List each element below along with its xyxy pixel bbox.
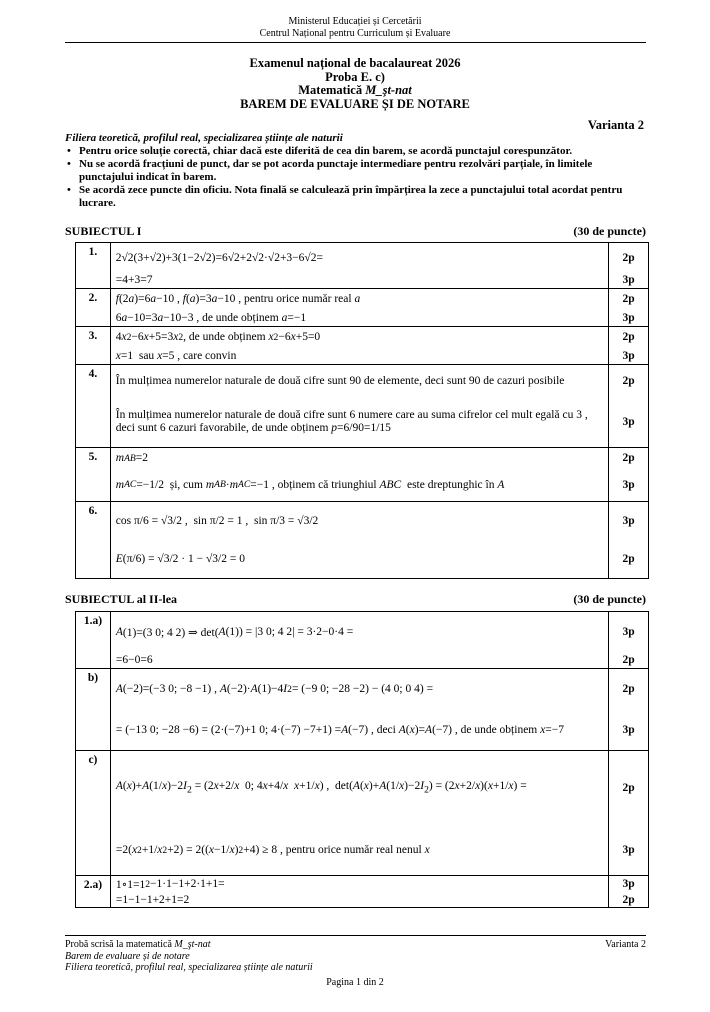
points-value: 2p bbox=[622, 782, 635, 794]
filiera-line: Filiera teoretică, profilul real, specializarea științe ale naturii bbox=[65, 132, 343, 144]
points-value: 3p bbox=[622, 311, 635, 324]
item-number: 6. bbox=[76, 502, 111, 579]
points-value: 2p bbox=[622, 683, 635, 695]
points-value: 2p bbox=[622, 251, 635, 264]
footer-line-1: Probă scrisă la matematică M_şt-nat bbox=[65, 939, 211, 950]
center-name: Centrul Național pentru Curriculum și Evaluare bbox=[259, 28, 451, 39]
points-value: 3p bbox=[622, 416, 635, 428]
table-row bbox=[76, 327, 649, 365]
table-row bbox=[76, 876, 649, 908]
table-row bbox=[76, 448, 649, 502]
section-2-title: SUBIECTUL al II-lea bbox=[65, 592, 178, 606]
points-value: 3p bbox=[622, 723, 635, 736]
points-value: 3p bbox=[622, 515, 635, 527]
solution-line: În mulțimea numerelor naturale de două cifre sunt 6 numere care au suma cifrelor cel mult egală cu 3 , deci sunt 6 cazuri favorabile, de unde obținem p=6/90=1/15 bbox=[115, 409, 588, 434]
table-row bbox=[76, 502, 649, 579]
solution-line: 6 a −10=3 a −10−3 , de unde obținem a =−1 bbox=[115, 311, 307, 324]
exam-title: Examenul național de bacalaureat 2026 bbox=[249, 56, 461, 70]
solution-line: =1−1−1+2+1=2 bbox=[115, 893, 190, 906]
solution-line: =4+3=7 bbox=[115, 274, 153, 286]
proba-title: Proba E. c) bbox=[325, 69, 385, 84]
solution-line: =6−0=6 bbox=[115, 654, 153, 666]
item-number: 1. bbox=[76, 243, 111, 289]
instruction-bullet-1: • Pentru orice soluție corectă, chiar dacă este diferită de cea din barem, se acordă punctajul corespunzător. bbox=[65, 145, 646, 158]
points-value: 2p bbox=[622, 654, 635, 666]
solution-line: = (−13 0; −28 −6) = (2·(−7)+1 0; 4·(−7) −7+1) = A (−7) , deci A ( x )= A (−7) , de unde obținem x =−7 bbox=[115, 723, 564, 736]
footer-variant: Varianta 2 bbox=[605, 939, 646, 950]
solution-line: 2√2(3+√2)+3(1−2√2)=6√2+2√2·√2+3−6√2= bbox=[115, 251, 323, 264]
section-2-heading bbox=[65, 592, 646, 607]
solution-line: cos π/6 = √3/2 , sin π/2 = 1 , sin π/3 = √3/2 bbox=[115, 515, 319, 527]
subject-title: Matematică M_şt-nat bbox=[298, 83, 412, 97]
points-value: 3p bbox=[622, 626, 635, 638]
section-1-title: SUBIECTUL I bbox=[65, 224, 142, 238]
solution-line: =2( x 2 +1/ x 2 +2) = 2(( x −1/ x ) 2 +4) ≥ 8 , pentru orice număr real nenul x bbox=[115, 844, 430, 856]
points-value: 3p bbox=[622, 274, 635, 286]
item-number: 2. bbox=[76, 289, 111, 327]
solution-line: m AB =2 bbox=[115, 452, 149, 464]
table-row bbox=[76, 243, 649, 289]
ministry-name: Ministerul Educației și Cercetării bbox=[288, 16, 422, 27]
solution-line: f (2 a )=6 a −10 , f ( a )=3 a −10 , pentru orice număr real a bbox=[115, 293, 361, 305]
footer-line-2: Barem de evaluare și de notare bbox=[65, 950, 190, 962]
section-2-points: (30 de puncte) bbox=[573, 592, 646, 606]
variant-label: Varianta 2 bbox=[587, 118, 644, 132]
solution-line: $A(x)+A(1/x)-2I_2 = (2x+2/x$ 0; 4x+4/x x+1/x) , $\det(A(x)+A(1/x)-2I_2) = (2x+2/x)(x+1/x)$ = bbox=[115, 779, 527, 796]
table-row bbox=[76, 612, 649, 669]
table-row bbox=[76, 751, 649, 876]
page-footer bbox=[65, 939, 646, 974]
solution-line: 4 x 2 −6 x +5=3 x 2 , de unde obținem x 2 −6 x +5=0 bbox=[115, 331, 321, 343]
points-value: 2p bbox=[622, 375, 635, 387]
section-2-table bbox=[75, 611, 649, 908]
points-value: 3p bbox=[622, 878, 635, 890]
header-divider bbox=[65, 42, 646, 43]
solution-line: A (−2)=(−3 0; −8 −1) , A (−2)· A (1)−4 I 2 = (−9 0; −28 −2) − (4 0; 0 4) = bbox=[115, 683, 434, 695]
item-number: 2.a) bbox=[76, 876, 111, 908]
table-row bbox=[76, 669, 649, 751]
footer-divider bbox=[65, 935, 646, 936]
solution-line: x =1 sau x =5 , care convin bbox=[115, 349, 237, 362]
table-row bbox=[76, 289, 649, 327]
solution-line: A (1)=(3 0; 4 2) ⇒ det( A (1)) = |3 0; 4 2| = 3·2−0·4 = bbox=[115, 626, 354, 639]
points-value: 2p bbox=[622, 893, 635, 906]
section-1-points: (30 de puncte) bbox=[573, 224, 646, 238]
section-1-table bbox=[75, 242, 649, 579]
item-number: c) bbox=[76, 751, 111, 876]
item-number: 5. bbox=[76, 448, 111, 502]
footer-line-3: Filiera teoretică, profilul real, specializarea științe ale naturii bbox=[65, 962, 313, 973]
barem-title: BAREM DE EVALUARE ȘI DE NOTARE bbox=[240, 96, 470, 111]
section-1-heading bbox=[65, 224, 646, 239]
solution-line: E (π/6) = √3/2 · 1 − √3/2 = 0 bbox=[115, 553, 245, 565]
item-number: 4. bbox=[76, 365, 111, 448]
instruction-bullet-3: • Se acordă zece puncte din oficiu. Nota finală se calculează prin împărțirea la zece a punctajului total acordat pentru lucrare. bbox=[65, 184, 646, 210]
points-value: 2p bbox=[622, 293, 635, 305]
item-number: 3. bbox=[76, 327, 111, 365]
points-value: 3p bbox=[622, 844, 635, 856]
page-number: Pagina 1 din 2 bbox=[326, 977, 384, 988]
solution-line: m AC =−1/2 și, cum m AB · m AC =−1 , obținem că triunghiul ABC este dreptunghic în A bbox=[115, 478, 505, 491]
points-value: 2p bbox=[622, 553, 635, 565]
table-row bbox=[76, 365, 649, 448]
ministry-header bbox=[0, 16, 710, 40]
document-titles bbox=[0, 57, 710, 111]
points-value: 3p bbox=[622, 478, 635, 491]
solution-line: În mulțimea numerelor naturale de două cifre sunt 90 de elemente, deci sunt 90 de cazuri posibile bbox=[115, 374, 565, 387]
instruction-bullet-2: • Nu se acordă fracțiuni de punct, dar se pot acorda punctaje intermediare pentru rezolvări parțiale, în limitele punctajului indicat în barem. bbox=[65, 158, 646, 184]
points-value: 2p bbox=[622, 331, 635, 343]
item-number: b) bbox=[76, 669, 111, 751]
points-value: 3p bbox=[622, 349, 635, 362]
solution-line: 1∘1=1 2 −1·1−1+2·1+1= bbox=[115, 878, 225, 891]
points-value: 2p bbox=[622, 452, 635, 464]
item-number: 1.a) bbox=[76, 612, 111, 669]
intro-instructions bbox=[65, 132, 646, 210]
